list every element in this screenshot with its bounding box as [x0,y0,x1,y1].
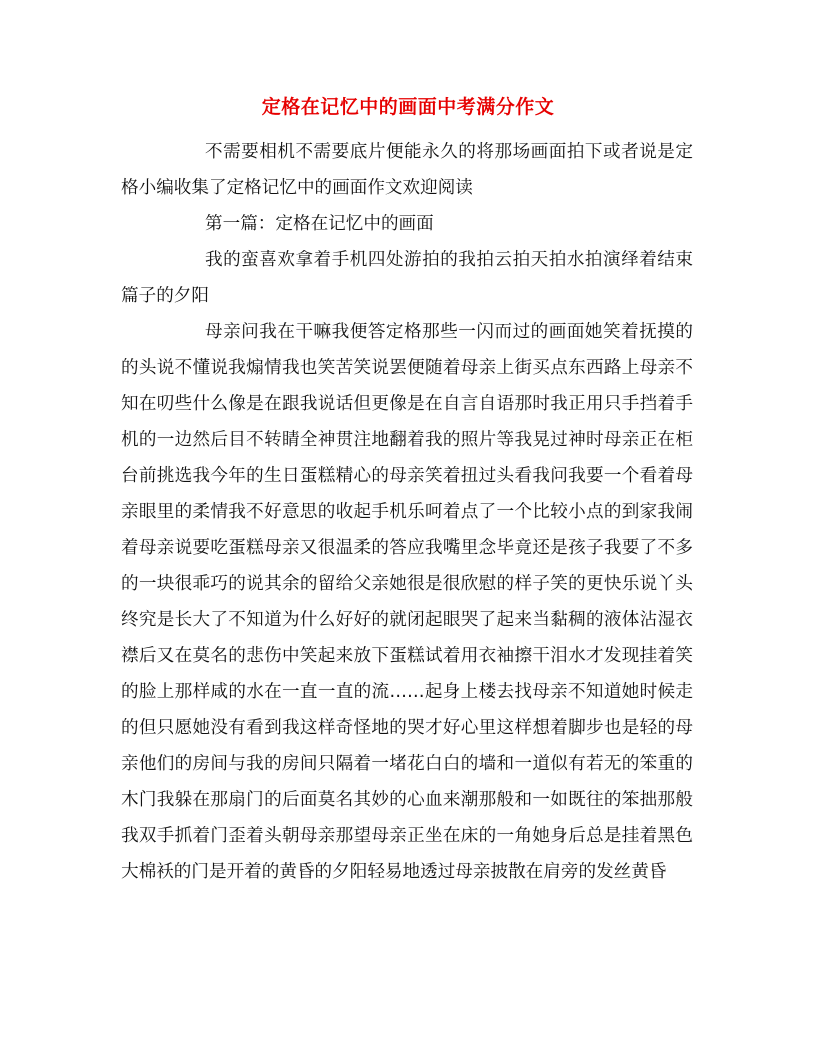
paragraph-main: 母亲问我在干嘛我便答定格那些一闪而过的画面她笑着抚摸的的头说不懂说我煽情我也笑苦笑说罢便随着母亲上街买点东西路上母亲不知在叨些什么像是在跟我说话但更像是在自言自语那时我正用只手挡着手机的一边然后目不转睛全神贯注地翻着我的照片等我晃过神时母亲正在柜台前挑选我今年的生日蛋糕精心的母亲笑着扭过头看我问我要一个看着母亲眼里的柔情我不好意思的收起手机乐呵着点了一个比较小点的到家我闹着母亲说要吃蛋糕母亲又很温柔的答应我嘴里念毕竟还是孩子我要了不多的一块很乖巧的说其余的留给父亲她很是很欣慰的样子笑的更快乐说丫头终究是长大了不知道为什么好好的就闭起眼哭了起来当黏稠的液体沾湿衣襟后又在莫名的悲伤中笑起来放下蛋糕试着用衣袖擦干泪水才发现挂着笑的脸上那样咸的水在一直一直的流……起身上楼去找母亲不知道她时候走的但只愿她没有看到我这样奇怪地的哭才好心里这样想着脚步也是轻的母亲他们的房间与我的房间只隔着一堵花白白的墙和一道似有若无的笨重的木门我躲在那扇门的后面莫名其妙的心血来潮那般和一如既往的笨拙那般我双手抓着门歪着头朝母亲那望母亲正坐在床的一角她身后总是挂着黑色大棉袄的门是开着的黄昏的夕阳轻易地透过母亲披散在肩旁的发丝黄昏 [121,322,693,882]
document-body [121,134,693,890]
paragraph-opening: 我的蛮喜欢拿着手机四处游拍的我拍云拍天拍水拍演绎着结束篇子的夕阳 [121,250,693,306]
paragraph-intro: 不需要相机不需要底片便能永久的将那场画面拍下或者说是定格小编收集了定格记忆中的画面作文欢迎阅读 [121,142,693,198]
paragraph-section-heading: 第一篇：定格在记忆中的画面 [205,214,434,234]
document-title: 定格在记忆中的画面中考满分作文 [261,96,555,118]
